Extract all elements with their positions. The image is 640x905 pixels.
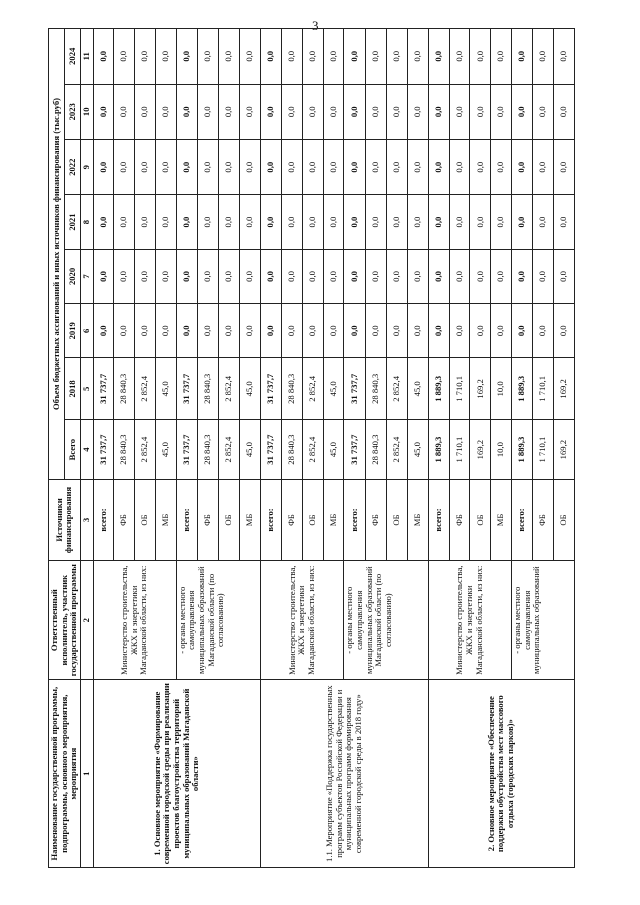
year-value-cell: 0,0 <box>428 304 449 358</box>
year-value-cell: 0,0 <box>302 84 323 139</box>
year-value-cell: 0,0 <box>365 139 386 194</box>
year-value-cell: 0,0 <box>218 84 239 139</box>
year-value-cell: 0,0 <box>114 304 135 358</box>
source-cell: МБ <box>155 479 176 560</box>
year-value-cell: 0,0 <box>470 304 491 358</box>
source-cell: ОБ <box>218 479 239 560</box>
source-cell: ФБ <box>532 479 553 560</box>
year-value-cell: 2 852,4 <box>218 358 239 420</box>
year-value-cell: 0,0 <box>155 304 176 358</box>
year-value-cell: 45,0 <box>323 358 344 420</box>
total-cell: 45,0 <box>323 420 344 480</box>
year-value-cell: 0,0 <box>323 139 344 194</box>
total-cell: 2 852,4 <box>386 420 407 480</box>
column-number: 2 <box>80 561 93 680</box>
total-cell: 31 737,7 <box>344 420 365 480</box>
year-value-cell: 0,0 <box>240 304 261 358</box>
year-value-cell: 0,0 <box>281 304 302 358</box>
header-year: 2022 <box>64 139 80 194</box>
year-value-cell: 0,0 <box>197 304 218 358</box>
year-value-cell: 0,0 <box>532 139 553 194</box>
year-value-cell: 0,0 <box>176 249 197 303</box>
source-cell: ФБ <box>365 479 386 560</box>
total-cell: 1 889,3 <box>428 420 449 480</box>
source-cell: ОБ <box>386 479 407 560</box>
executor-cell: - органы местного самоуправления муниципальных образований Магаданской области (по согласованию) <box>344 561 428 680</box>
year-value-cell: 0,0 <box>302 139 323 194</box>
year-value-cell: 0,0 <box>386 304 407 358</box>
table-body <box>93 29 574 868</box>
year-value-cell: 1 710,1 <box>532 358 553 420</box>
year-value-cell: 0,0 <box>407 249 428 303</box>
year-value-cell: 0,0 <box>261 304 282 358</box>
column-number: 3 <box>80 479 93 560</box>
year-value-cell: 31 737,7 <box>261 358 282 420</box>
source-cell: всего: <box>93 479 114 560</box>
year-value-cell: 31 737,7 <box>93 358 114 420</box>
header-executor: Ответственный исполнитель, участник государственной программы <box>49 561 81 680</box>
year-value-cell: 0,0 <box>407 195 428 249</box>
year-value-cell: 28 840,3 <box>365 358 386 420</box>
executor-cell: - органы местного самоуправления муниципальных образований <box>512 561 575 680</box>
year-value-cell: 0,0 <box>365 304 386 358</box>
column-number: 6 <box>80 304 93 358</box>
year-value-cell: 0,0 <box>240 84 261 139</box>
program-name: 1. Основное мероприятие «Формирование современной городской среды при реализации проектов благоустройства территорий муниципальных образований Магаданской области» <box>93 680 261 868</box>
header-year: 2021 <box>64 195 80 249</box>
year-value-cell: 0,0 <box>428 84 449 139</box>
total-cell: 45,0 <box>407 420 428 480</box>
year-value-cell: 0,0 <box>386 139 407 194</box>
source-cell: МБ <box>407 479 428 560</box>
total-cell: 45,0 <box>155 420 176 480</box>
year-value-cell: 0,0 <box>93 29 114 85</box>
source-cell: ФБ <box>449 479 470 560</box>
year-value-cell: 0,0 <box>302 195 323 249</box>
year-value-cell: 0,0 <box>197 84 218 139</box>
total-cell: 31 737,7 <box>176 420 197 480</box>
year-value-cell: 0,0 <box>176 84 197 139</box>
year-value-cell: 0,0 <box>407 29 428 85</box>
year-value-cell: 0,0 <box>344 195 365 249</box>
source-cell: МБ <box>323 479 344 560</box>
year-value-cell: 0,0 <box>176 29 197 85</box>
year-value-cell: 2 852,4 <box>386 358 407 420</box>
column-number: 8 <box>80 195 93 249</box>
year-value-cell: 0,0 <box>93 139 114 194</box>
total-cell: 2 852,4 <box>135 420 156 480</box>
year-value-cell: 0,0 <box>240 29 261 85</box>
year-value-cell: 0,0 <box>365 249 386 303</box>
year-value-cell: 0,0 <box>176 195 197 249</box>
table-row <box>261 29 282 868</box>
total-cell: 28 840,3 <box>114 420 135 480</box>
year-value-cell: 0,0 <box>386 249 407 303</box>
year-value-cell: 0,0 <box>93 249 114 303</box>
year-value-cell: 0,0 <box>218 249 239 303</box>
year-value-cell: 0,0 <box>491 249 512 303</box>
year-value-cell: 0,0 <box>197 29 218 85</box>
year-value-cell: 0,0 <box>470 139 491 194</box>
source-cell: всего: <box>176 479 197 560</box>
source-cell: МБ <box>240 479 261 560</box>
program-name: 2. Основное мероприятие «Обеспечение поддержки обустройства мест массового отдыха (городских парков)» <box>428 680 574 868</box>
year-value-cell: 0,0 <box>155 84 176 139</box>
year-value-cell: 0,0 <box>135 29 156 85</box>
year-value-cell: 0,0 <box>512 139 533 194</box>
source-cell: всего: <box>428 479 449 560</box>
year-value-cell: 0,0 <box>197 249 218 303</box>
table-row <box>93 29 114 868</box>
year-value-cell: 0,0 <box>218 29 239 85</box>
year-value-cell: 0,0 <box>512 304 533 358</box>
year-value-cell: 0,0 <box>344 249 365 303</box>
year-value-cell: 0,0 <box>261 249 282 303</box>
total-cell: 45,0 <box>240 420 261 480</box>
year-value-cell: 0,0 <box>176 304 197 358</box>
year-value-cell: 0,0 <box>365 195 386 249</box>
header-budget-group: Объем бюджетных ассигнований и иных источников финансирования (тыс.руб) <box>49 29 65 480</box>
year-value-cell: 0,0 <box>512 84 533 139</box>
year-value-cell: 28 840,3 <box>114 358 135 420</box>
year-value-cell: 169,2 <box>470 358 491 420</box>
source-cell: ОБ <box>135 479 156 560</box>
year-value-cell: 0,0 <box>470 84 491 139</box>
column-number: 1 <box>80 680 93 868</box>
total-cell: 31 737,7 <box>261 420 282 480</box>
year-value-cell: 0,0 <box>449 29 470 85</box>
header-year: 2024 <box>64 29 80 85</box>
year-value-cell: 0,0 <box>344 304 365 358</box>
year-value-cell: 0,0 <box>135 304 156 358</box>
source-cell: ФБ <box>114 479 135 560</box>
year-value-cell: 10,0 <box>491 358 512 420</box>
year-value-cell: 0,0 <box>218 139 239 194</box>
year-value-cell: 0,0 <box>114 139 135 194</box>
year-value-cell: 0,0 <box>512 29 533 85</box>
year-value-cell: 2 852,4 <box>302 358 323 420</box>
year-value-cell: 0,0 <box>302 29 323 85</box>
year-value-cell: 0,0 <box>428 139 449 194</box>
year-value-cell: 0,0 <box>135 84 156 139</box>
year-value-cell: 0,0 <box>323 195 344 249</box>
year-value-cell: 0,0 <box>512 249 533 303</box>
total-cell: 28 840,3 <box>365 420 386 480</box>
year-value-cell: 0,0 <box>302 249 323 303</box>
year-value-cell: 0,0 <box>449 304 470 358</box>
year-value-cell: 0,0 <box>532 249 553 303</box>
executor-cell: - органы местного самоуправления муниципальных образований Магаданской области (по согласованию) <box>176 561 260 680</box>
total-cell: 169,2 <box>553 420 574 480</box>
total-cell: 169,2 <box>470 420 491 480</box>
header-year: 2018 <box>64 358 80 420</box>
year-value-cell: 0,0 <box>344 29 365 85</box>
year-value-cell: 0,0 <box>365 29 386 85</box>
year-value-cell: 0,0 <box>281 29 302 85</box>
header-year: 2020 <box>64 249 80 303</box>
year-value-cell: 0,0 <box>470 29 491 85</box>
year-value-cell: 0,0 <box>365 84 386 139</box>
year-value-cell: 0,0 <box>135 249 156 303</box>
year-value-cell: 0,0 <box>407 139 428 194</box>
year-value-cell: 0,0 <box>532 29 553 85</box>
year-value-cell: 1 710,1 <box>449 358 470 420</box>
year-value-cell: 0,0 <box>428 195 449 249</box>
year-value-cell: 0,0 <box>197 195 218 249</box>
source-cell: МБ <box>491 479 512 560</box>
year-value-cell: 0,0 <box>491 84 512 139</box>
column-number: 4 <box>80 420 93 480</box>
column-number: 11 <box>80 29 93 85</box>
year-value-cell: 0,0 <box>261 84 282 139</box>
year-value-cell: 0,0 <box>155 249 176 303</box>
program-name: 1.1. Мероприятие «Поддержка государственных программ субъектов Российской Федерации и муниципальных программ формирования современной городской среды в 2018 году» <box>261 680 429 868</box>
header-name: Наименование государственной программы, подпрограммы, основного мероприятия, мероприятия <box>49 680 81 868</box>
year-value-cell: 0,0 <box>491 139 512 194</box>
year-value-cell: 0,0 <box>114 84 135 139</box>
budget-table <box>48 28 575 868</box>
year-value-cell: 0,0 <box>281 249 302 303</box>
year-value-cell: 0,0 <box>261 29 282 85</box>
year-value-cell: 0,0 <box>386 84 407 139</box>
total-cell: 28 840,3 <box>197 420 218 480</box>
year-value-cell: 169,2 <box>553 358 574 420</box>
source-cell: ФБ <box>281 479 302 560</box>
total-cell: 28 840,3 <box>281 420 302 480</box>
source-cell: ОБ <box>553 479 574 560</box>
year-value-cell: 0,0 <box>323 304 344 358</box>
year-value-cell: 0,0 <box>155 29 176 85</box>
year-value-cell: 1 889,3 <box>428 358 449 420</box>
year-value-cell: 0,0 <box>553 304 574 358</box>
source-cell: ОБ <box>302 479 323 560</box>
year-value-cell: 0,0 <box>344 84 365 139</box>
total-cell: 2 852,4 <box>218 420 239 480</box>
year-value-cell: 0,0 <box>323 249 344 303</box>
year-value-cell: 0,0 <box>449 139 470 194</box>
year-value-cell: 0,0 <box>449 249 470 303</box>
year-value-cell: 0,0 <box>135 139 156 194</box>
year-value-cell: 0,0 <box>428 29 449 85</box>
column-number: 7 <box>80 249 93 303</box>
year-value-cell: 0,0 <box>281 195 302 249</box>
year-value-cell: 45,0 <box>407 358 428 420</box>
total-cell: 31 737,7 <box>93 420 114 480</box>
year-value-cell: 0,0 <box>323 84 344 139</box>
year-value-cell: 0,0 <box>491 304 512 358</box>
year-value-cell: 28 840,3 <box>197 358 218 420</box>
header-sources: Источники финансирования <box>49 479 81 560</box>
total-cell: 10,0 <box>491 420 512 480</box>
total-cell: 1 889,3 <box>512 420 533 480</box>
year-value-cell: 0,0 <box>114 195 135 249</box>
column-number: 5 <box>80 358 93 420</box>
year-value-cell: 0,0 <box>197 139 218 194</box>
page-number: 3 <box>312 18 319 33</box>
source-cell: всего: <box>512 479 533 560</box>
executor-cell: Министерство строительства, ЖКХ и энергетики Магаданской области, из них: <box>93 561 176 680</box>
year-value-cell: 1 889,3 <box>512 358 533 420</box>
column-number: 10 <box>80 84 93 139</box>
year-value-cell: 0,0 <box>386 29 407 85</box>
year-value-cell: 45,0 <box>240 358 261 420</box>
total-cell: 2 852,4 <box>302 420 323 480</box>
year-value-cell: 0,0 <box>344 139 365 194</box>
source-cell: ОБ <box>470 479 491 560</box>
year-value-cell: 0,0 <box>428 249 449 303</box>
year-value-cell: 0,0 <box>240 139 261 194</box>
total-cell: 1 710,1 <box>449 420 470 480</box>
year-value-cell: 0,0 <box>553 195 574 249</box>
column-numbers-row <box>80 29 93 868</box>
year-value-cell: 0,0 <box>470 195 491 249</box>
year-value-cell: 0,0 <box>218 304 239 358</box>
source-cell: всего: <box>344 479 365 560</box>
year-value-cell: 0,0 <box>93 84 114 139</box>
year-value-cell: 0,0 <box>135 195 156 249</box>
header-year: 2023 <box>64 84 80 139</box>
year-value-cell: 2 852,4 <box>135 358 156 420</box>
rotated-table-container <box>48 28 568 868</box>
year-value-cell: 31 737,7 <box>176 358 197 420</box>
year-value-cell: 0,0 <box>114 249 135 303</box>
header-total: Всего <box>64 420 80 480</box>
year-value-cell: 0,0 <box>176 139 197 194</box>
executor-cell: Министерство строительства, ЖКХ и энергетики Магаданской области, из них: <box>428 561 511 680</box>
year-value-cell: 0,0 <box>553 139 574 194</box>
year-value-cell: 0,0 <box>532 84 553 139</box>
year-value-cell: 28 840,3 <box>281 358 302 420</box>
table-row <box>428 29 449 868</box>
year-value-cell: 0,0 <box>302 304 323 358</box>
year-value-cell: 0,0 <box>470 249 491 303</box>
source-cell: всего: <box>261 479 282 560</box>
year-value-cell: 0,0 <box>93 304 114 358</box>
year-value-cell: 0,0 <box>261 139 282 194</box>
year-value-cell: 0,0 <box>532 195 553 249</box>
year-value-cell: 31 737,7 <box>344 358 365 420</box>
year-value-cell: 0,0 <box>218 195 239 249</box>
year-value-cell: 0,0 <box>281 139 302 194</box>
year-value-cell: 0,0 <box>449 195 470 249</box>
year-value-cell: 0,0 <box>281 84 302 139</box>
year-value-cell: 0,0 <box>491 195 512 249</box>
year-value-cell: 0,0 <box>240 195 261 249</box>
year-value-cell: 0,0 <box>386 195 407 249</box>
source-cell: ФБ <box>197 479 218 560</box>
year-value-cell: 0,0 <box>114 29 135 85</box>
year-value-cell: 0,0 <box>323 29 344 85</box>
year-value-cell: 0,0 <box>407 84 428 139</box>
year-value-cell: 0,0 <box>261 195 282 249</box>
year-value-cell: 0,0 <box>512 195 533 249</box>
year-value-cell: 0,0 <box>553 29 574 85</box>
executor-cell: Министерство строительства, ЖКХ и энергетики Магаданской области, из них: <box>261 561 344 680</box>
year-value-cell: 0,0 <box>553 84 574 139</box>
year-value-cell: 0,0 <box>155 139 176 194</box>
column-number: 9 <box>80 139 93 194</box>
year-value-cell: 0,0 <box>491 29 512 85</box>
year-value-cell: 0,0 <box>407 304 428 358</box>
year-value-cell: 0,0 <box>240 249 261 303</box>
year-value-cell: 0,0 <box>449 84 470 139</box>
year-value-cell: 0,0 <box>532 304 553 358</box>
year-value-cell: 45,0 <box>155 358 176 420</box>
year-value-cell: 0,0 <box>93 195 114 249</box>
total-cell: 1 710,1 <box>532 420 553 480</box>
year-value-cell: 0,0 <box>155 195 176 249</box>
header-year: 2019 <box>64 304 80 358</box>
year-value-cell: 0,0 <box>553 249 574 303</box>
